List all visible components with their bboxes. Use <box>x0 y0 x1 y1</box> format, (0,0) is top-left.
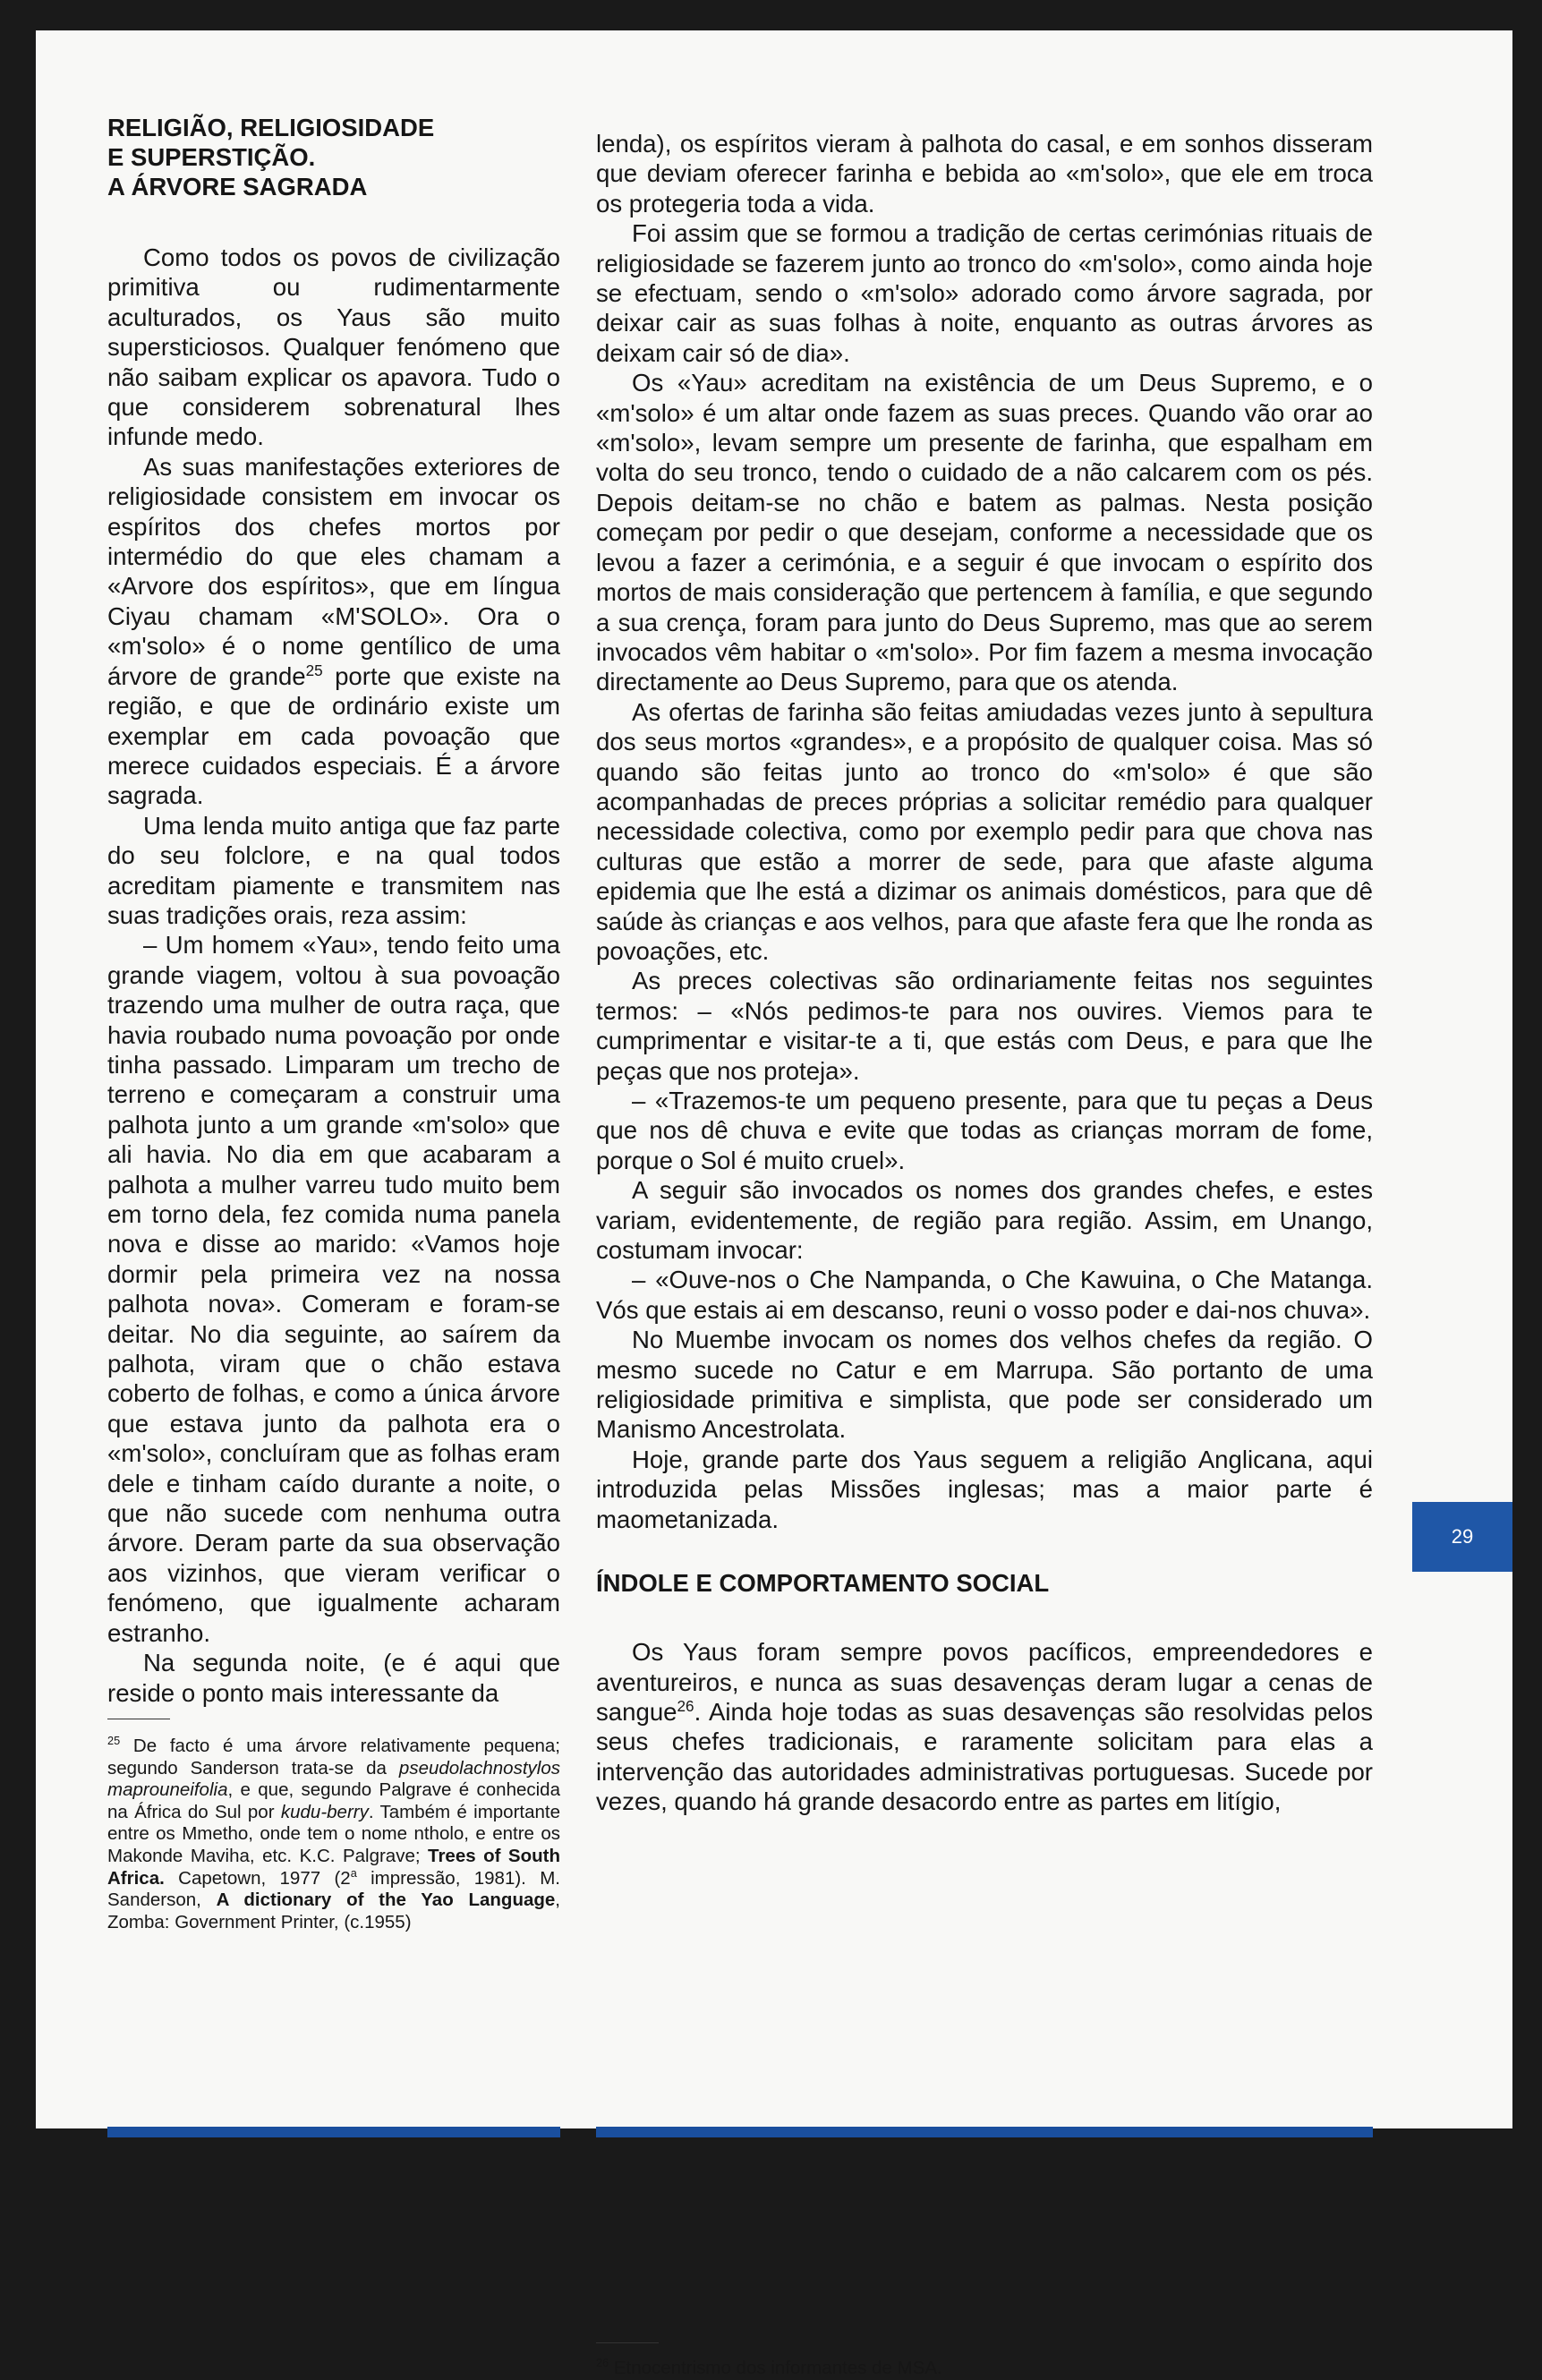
paragraph: No Muembe invocam os nomes dos velhos chefes da região. O mesmo sucede no Catur e em Marrupa. São portanto de uma religiosidade primitiva e simplista, que pode ser considerado um Manismo Ancestrolata. <box>596 1326 1373 1444</box>
paragraph: Os «Yau» acreditam na existência de um Deus Supremo, e o «m'solo» é um altar onde fazem as suas preces. Quando vão orar ao «m'solo», levam sempre um presente de farinha, que espalham em volta do seu tronco, tendo o cuidado de a não calcarem com os pés. Depois deitam-se no chão e batem as palmas. Nesta posição começam por pedir o que desejam, conforme a necessidade que os levou a fazer a cerimónia, e a seguir é que invocam o espírito dos mortos de mais consideração que pertencem à família, e que segundo a sua crença, foram para junto do Deus Supremo, mas que ao serem invocados vêm habitar o «m'solo». Por fim fazem a mesma invocação directamente ao Deus Supremo, para que os atenda. <box>596 369 1373 696</box>
footnote-rule <box>596 2342 659 2343</box>
footnote-ref-26: 26 <box>677 1697 694 1715</box>
section-heading-religion <box>107 113 560 201</box>
footnote-26: $^{26}$ Etnocentrismo dos informantes de MSA. <box>596 2356 942 2378</box>
paragraph: – «Ouve-nos o Che Nampanda, o Che Kawuina, o Che Matanga. Vós que estais ai em descanso, reuni o vosso poder e dai-nos chuva». <box>596 1266 1373 1324</box>
footnote-right <box>596 2342 1373 2380</box>
footnote-left <box>107 1719 560 1933</box>
bottom-rule-left <box>107 2127 560 2137</box>
paragraph: As ofertas de farinha são feitas amiudadas vezes junto à sepultura dos seus mortos «grandes», e a propósito de qualquer coisa. Mas só quando são feitas junto ao tronco do «m'solo» é que são acompanhadas de preces próprias a solicitar remédio para qualquer necessidade colectiva, como por exemplo pedir para que chova nas culturas que estão a morrer de sede, para que afaste alguma epidemia que lhe está a dizimar os animais domésticos, para que dê saúde às crianças e aos velhos, para que afaste fera que lhe ronda as povoações, etc. <box>596 697 1373 965</box>
paragraph: Foi assim que se formou a tradição de certas cerimónias rituais de religiosidade se fazerem junto ao tronco do «m'solo», como ainda hoje se efectuam, sendo o «m'solo» adorado como árvore sagrada, por deixar cair as suas folhas à noite, enquanto as outras árvores as deixam cair só de dia». <box>596 219 1373 367</box>
paragraph: Como todos os povos de civilização primitiva ou rudimentarmente aculturados, os Yaus são muito supersticiosos. Qualquer fenómeno que não saibam explicar os apavora. Tudo o que considerem sobrenatural lhes infunde medo. <box>107 243 560 451</box>
page <box>36 30 1512 2378</box>
page-number-tab <box>1412 1502 1512 1572</box>
paragraph: lenda), os espíritos vieram à palhota do casal, e em sonhos disseram que deviam oferecer farinha e bebida ao «m'solo», que ele em troca os protegeria toda a vida. <box>596 130 1373 218</box>
heading-line: RELIGIÃO, RELIGIOSIDADE <box>107 114 435 141</box>
paragraph: Uma lenda muito antiga que faz parte do seu folclore, e na qual todos acreditam piamente e transmitem nas suas tradições orais, reza assim: <box>107 811 560 929</box>
left-column <box>107 113 560 1708</box>
paragraph: Hoje, grande parte dos Yaus seguem a religião Anglicana, aqui introduzida pelas Missões inglesas; mas a maior parte é maometanizada. <box>596 1445 1373 1533</box>
footnote-ref-25: 25 <box>305 661 323 679</box>
footnote-25: $^{25}$ De facto é uma árvore relativamente pequena; segundo Sanderson trata-se da pseudolachnostylos maprouneifolia, e que, segundo Palgrave é conhecida na África do Sul por kudu-berry. Também é importante entre os Mmetho, onde tem o nome ntholo, e entre os Makonde Maviha, etc. K.C. Palgrave; Trees of South Africa. Capetown, 1977 (2$^a$ impressão, 1981). M. Sanderson, A dictionary of the Yao Language, Zomba: Government Printer, (c.1955) <box>107 1734 560 1932</box>
paragraph: – «Trazemos-te um pequeno presente, para que tu peças a Deus que nos dê chuva e evite que todas as crianças morram de fome, porque o Sol é muito cruel». <box>596 1087 1373 1174</box>
heading-line: E SUPERSTIÇÃO. <box>107 143 316 171</box>
section-heading-social: ÍNDOLE E COMPORTAMENTO SOCIAL <box>596 1569 1050 1598</box>
page-number: 29 <box>1451 1525 1474 1548</box>
bottom-rule-right <box>596 2127 1373 2137</box>
paragraph: – Um homem «Yau», tendo feito uma grande viagem, voltou à sua povoação trazendo uma mulher de outra raça, que havia roubado numa povoação por onde tinha passado. Limparam um trecho de terreno e começaram a construir uma palhota junto a um grande «m'solo» que ali havia. No dia em que acabaram a palhota a mulher varreu tudo muito bem em torno dela, fez comida numa panela nova e disse ao marido: «Vamos hoje dormir pela primeira vez na nossa palhota nova». Comeram e foram-se deitar. No dia seguinte, ao saírem da palhota, viram que o chão estava coberto de folhas, e como a única árvore que estava junto da palhota era o «m'solo», concluíram que as folhas eram dele e tinham caído durante a noite, o que não sucede com nenhuma outra árvore. Deram parte da sua observação aos vizinhos, que vieram verificar o fenómeno, que igualmente acharam estranho. <box>107 931 560 1647</box>
paragraph: A seguir são invocados os nomes dos grandes chefes, e estes variam, evidentemente, de região para região. Assim, em Unango, costumam invocar: <box>596 1176 1373 1265</box>
paragraph: As preces colectivas são ordinariamente feitas nos seguintes termos: – «Nós pedimos-te para nos ouvires. Viemos para te cumprimentar e visitar-te a ti, que estás com Deus, e para que lhe peças que nos proteja». <box>596 967 1373 1085</box>
paragraph: Na segunda noite, (e é aqui que reside o ponto mais interessante da <box>107 1649 560 1707</box>
right-column <box>596 129 1373 1817</box>
paragraph: Os Yaus foram sempre povos pacíficos, empreendedores e aventureiros, e nunca as suas desavenças deram lugar a cenas de sangue$^{26}$. Ainda hoje todas as suas desavenças são resolvidas pelos seus chefes tradicionais, e raramente solicitam para elas a intervenção das autoridades administrativas portuguesas. Sucede por vezes, quando há grande desacordo entre as partes em litígio, <box>596 1638 1373 1816</box>
paragraph: As suas manifestações exteriores de religiosidade consistem em invocar os espíritos dos chefes mortos por intermédio do que eles chamam a «Arvore dos espíritos», que em língua Ciyau chamam «M'SOLO». Ora o «m'solo» é o nome gentílico de uma árvore de grande$^{25}$ porte que existe na região, e que de ordinário existe um exemplar em cada povoação que merece cuidados especiais. É a árvore sagrada. <box>107 452 560 810</box>
heading-line: A ÁRVORE SAGRADA <box>107 173 368 200</box>
